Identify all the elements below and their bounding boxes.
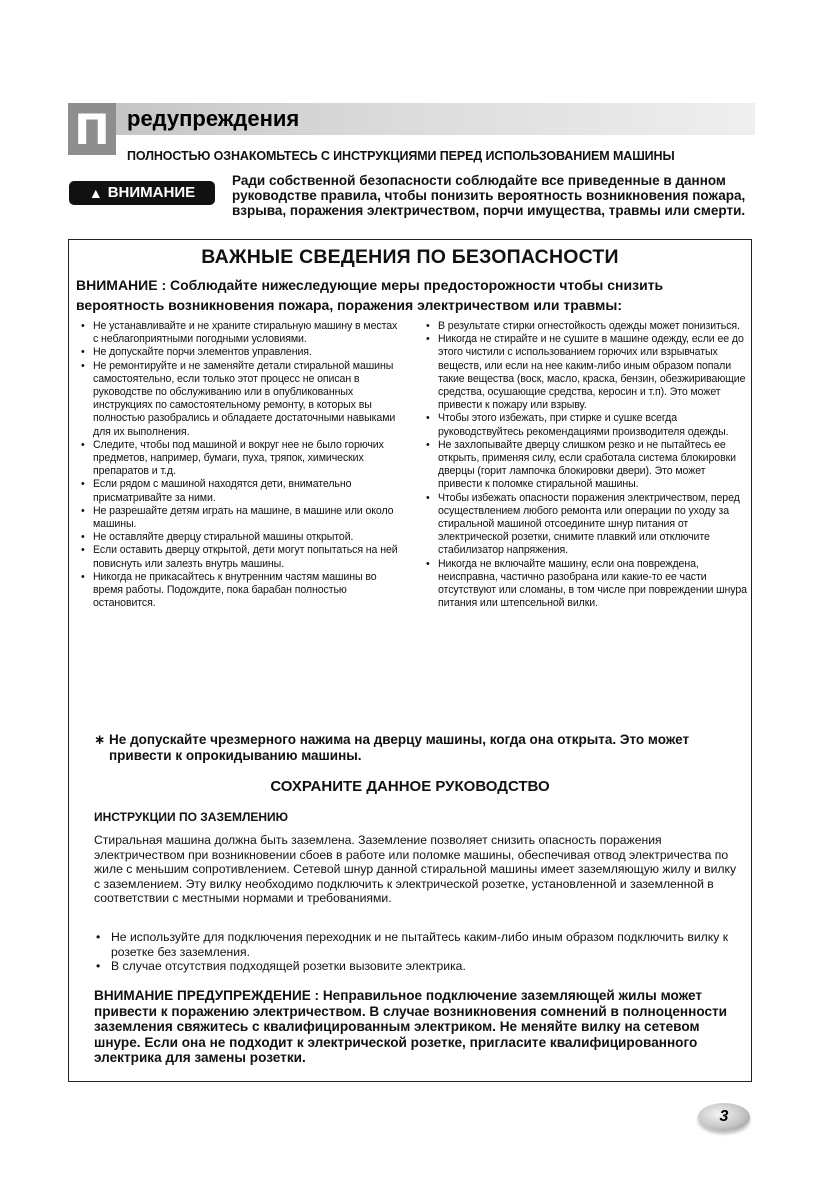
list-item: • Не оставляйте дверцу стиральной машины открытой. xyxy=(80,531,402,544)
list-item: • Не ремонтируйте и не заменяйте детали стиральной машины самостоятельно, если только этот процесс не описан в руководстве по обслуживанию или в опубликованных инструкциях по самостоятельному ремонту, в которых вы полностью разобрались и обладаете достаточными навыками для их выполнения. xyxy=(80,360,402,439)
list-item: • Если оставить дверцу открытой, дети могут попытаться на ней повиснуть или залезть внутрь машины. xyxy=(80,544,402,570)
list-item: • Не устанавливайте и не храните стиральную машину в местах с неблагоприятными погодными условиями. xyxy=(80,320,402,346)
list-item: • В результате стирки огнестойкость одежды может понизиться. xyxy=(425,320,751,333)
grounding-list xyxy=(94,930,744,974)
safety-right-column xyxy=(425,320,751,610)
list-item: • Никогда не включайте машину, если она повреждена, неисправна, частично разобрана или какие-то ее части отсутствуют или сломаны, в том числе при повреждении шнура питания или штепсельной вилки. xyxy=(425,558,751,611)
list-item: • Не используйте для подключения переходник и не пытайтесь каким-либо иным образом подключить вилку к розетке без заземления. xyxy=(94,930,744,959)
warning-triangle-icon: ▲ xyxy=(88,185,103,201)
list-item: • Никогда не прикасайтесь к внутренним частям машины во время работы. Подождите, пока барабан полностью остановится. xyxy=(80,571,402,611)
page-title: редупреждения xyxy=(127,106,300,131)
save-manual-title: СОХРАНИТЕ ДАННОЕ РУКОВОДСТВО xyxy=(270,778,550,795)
warning-badge xyxy=(69,181,215,205)
list-item: • Если рядом с машиной находятся дети, внимательно присматривайте за ними. xyxy=(80,478,402,504)
safety-lead: ВНИМАНИЕ : Соблюдайте нижеследующие меры предосторожности чтобы снизить вероятность возникновения пожара, поражения электричеством или травмы: xyxy=(76,277,664,313)
safety-title: ВАЖНЫЕ СВЕДЕНИЯ ПО БЕЗОПАСНОСТИ xyxy=(201,246,619,268)
list-item: • Чтобы этого избежать, при стирке и сушке всегда руководствуйтесь рекомендациями производителя одежды. xyxy=(425,412,751,438)
list-item: • В случае отсутствия подходящей розетки вызовите электрика. xyxy=(94,959,744,974)
title-initial-letter: П xyxy=(68,103,116,155)
door-pressure-note: ∗ Не допускайте чрезмерного нажима на дверцу машины, когда она открыта. Это может привести к опрокидыванию машины. xyxy=(94,732,690,763)
warning-text: Ради собственной безопасности соблюдайте все приведенные в данном руководстве правила, чтобы понизить вероятность возникновения пожара, взрыва, поражения электричеством, порчи имущества, травмы или смерти. xyxy=(232,173,746,218)
list-item: • Следите, чтобы под машиной и вокруг нее не было горючих предметов, например, бумаги, пуха, тряпок, химических препаратов и т.д. xyxy=(80,439,402,479)
grounding-warning: ВНИМАНИЕ ПРЕДУПРЕЖДЕНИЕ : Неправильное подключение заземляющей жилы может привести к поражению электричеством. В случае возникновения сомнений в полноценности заземления свяжитесь с квалифицированным электриком. Не меняйте вилку на сетевом шнуре. Если она не подходит к электрической розетке, пригласите квалифицированного электрика для замены розетки. xyxy=(94,988,728,1065)
safety-left-column xyxy=(80,320,402,610)
list-item: • Не допускайте порчи элементов управления. xyxy=(80,346,402,359)
grounding-title: ИНСТРУКЦИИ ПО ЗАЗЕМЛЕНИЮ xyxy=(94,810,289,824)
list-item: • Не захлопывайте дверцу слишком резко и не пытайтесь ее открыть, применяя силу, если сработала система блокировки дверцы (горит лампочка блокировки двери). Это может привести к поломке стиральной машины. xyxy=(425,439,751,492)
list-item: • Чтобы избежать опасности поражения электричеством, перед осуществлением любого ремонта или операции по уходу за стиральной машиной отсоедините шнур питания от электрической розетки, снимите плавкий или отключите стабилизатор напряжения. xyxy=(425,492,751,558)
grounding-text: Стиральная машина должна быть заземлена. Заземление позволяет снизить опасность поражения электричеством при возникновении сбоев в работе или поломке машины, обеспечивая отвод электричества по жиле с меньшим сопротивлением. Сетевой шнур данной стиральной машины имеет заземляющую жилу и вилку с заземлением. Эту вилку необходимо подключить к электрической розетке, установленной и заземленной в соответствии с местными нормами и требованиями. xyxy=(94,833,737,906)
page-number: 3 xyxy=(698,1103,750,1131)
list-item: • Не разрешайте детям играть на машине, в машине или около машины. xyxy=(80,505,402,531)
page-subtitle: ПОЛНОСТЬЮ ОЗНАКОМЬТЕСЬ С ИНСТРУКЦИЯМИ ПЕРЕД ИСПОЛЬЗОВАНИЕМ МАШИНЫ xyxy=(127,149,675,163)
warning-badge-label: ВНИМАНИЕ xyxy=(107,184,196,201)
list-item: • Никогда не стирайте и не сушите в машине одежду, если ее до этого чистили с использованием горючих или взрывчатых веществ, или если на нее каким-либо иным образом попали такие вещества (воск, масло, краска, бензин, обезжиривающие средства, осушающие средства, керосин и т.п). Это может привести к пожару или взрыву. xyxy=(425,333,751,412)
